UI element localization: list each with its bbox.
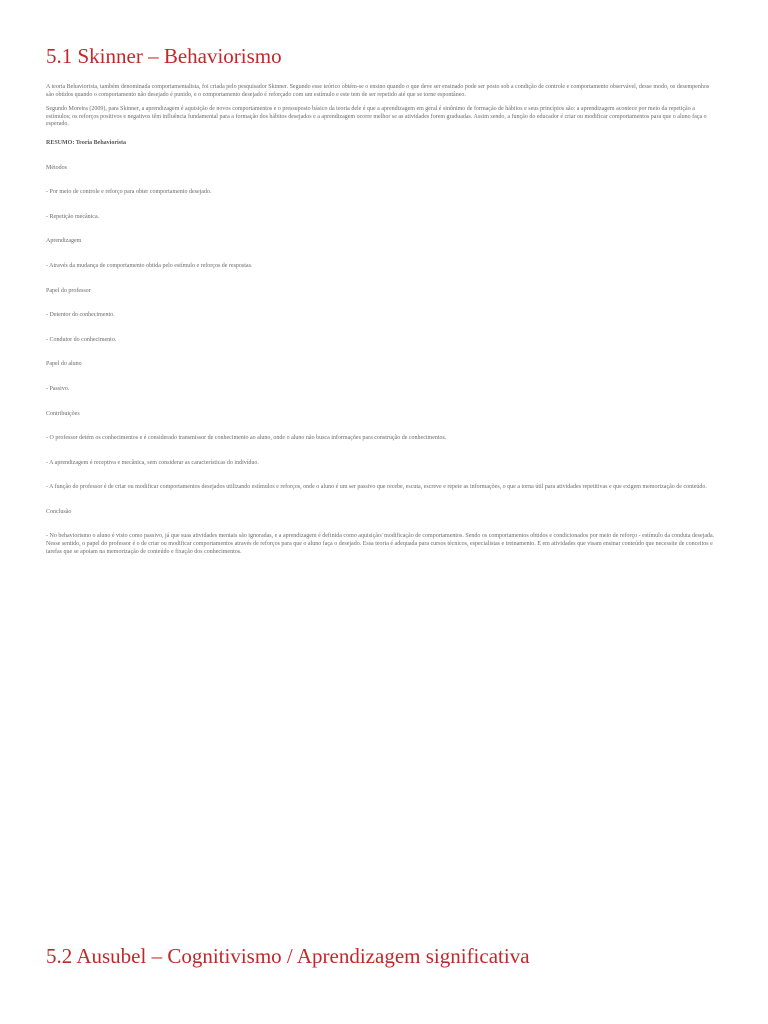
label-metodos: Métodos: [46, 164, 67, 171]
label-contribuicoes: Contribuições: [46, 410, 80, 417]
list-item: - No behaviorismo o aluno é visto como passivo, já que suas atividades mentais são ignoradas, e a aprendizagem é definida como aquisição/ modificação de comportamentos. Sendo os comportamentos obtidos e condicionados por meio de reforço - estímulo da conduta desejada. Nesse sentido, o papel do professor é o de criar ou modificar comportamentos através de reforços para que o aluno faça o desejado. Essa teoria é adequada para cursos técnicos, especialistas e treinamento. E em atividades que visam ensinar conteúdo que necessite de conceitos e tarefas que se apoiam na memorização de conteúdo e fixação dos conhecimentos.: [46, 533, 715, 555]
list-item: - Repetição mecânica.: [46, 213, 100, 220]
paragraph-intro: A teoria Behaviorista, também denominada comportamentalista, foi criada pelo pesquisador Skinner. Segundo esse teórico obtém-se o ensino quando o que deve ser ensinado pode ser posto sob a condição de controle e comportamento observável, desse modo, os desempenhos são obtidos quando o comportamento não desejado é punido, e o comportamento desejado é reforçado com um estímulo e este tem de ser repetido até que se torne espontâneo.: [46, 84, 710, 98]
label-aprendizagem: Aprendizagem: [46, 238, 82, 245]
section-title: 5.2 Ausubel – Cognitivismo / Aprendizagem significativa: [46, 944, 530, 968]
list-item: - Passivo.: [46, 385, 70, 392]
section-title: 5.1 Skinner – Behaviorismo: [46, 44, 282, 68]
list-item: - Condutor do conhecimento.: [46, 336, 117, 343]
label-papel-aluno: Papel do aluno: [46, 361, 82, 368]
list-item: - A aprendizagem é receptiva e mecânica, sem considerar as características do indivíduo.: [46, 459, 259, 466]
list-item: - A função do professor é de criar ou modificar comportamentos desejados utilizando estímulos e reforços, onde o aluno é um ser passivo que recebe, escuta, escreve e repete as informações, o que a torna útil para atividades repetitivas e que exigem memorização de conteúdo.: [46, 484, 707, 491]
list-item: - Através da mudança de comportamento obtida pelo estímulo e reforços de respostas.: [46, 262, 253, 269]
resumo-heading: RESUMO: Teoria Behaviorista: [46, 139, 127, 146]
resumo-line: [46, 140, 718, 148]
list-item: - Por meio de controle e reforço para obter comportamento desejado.: [46, 189, 212, 196]
label-conclusao: Conclusão: [46, 508, 72, 515]
paragraph-moreira: Segundo Moreira (2009), para Skinner, a aprendizagem é aquisição de novos comportamentos e o pressuposto básico da teoria dele é que a aprendizagem em geral é sinônimo de formação de hábitos e seus princípios são: a aprendizagem acontece por meio da repetição a estímulos; os reforços positivos e negativos têm influência fundamental para a formação dos hábitos desejados e a aprendizagem ocorre melhor se as atividades forem graduadas. Assim sendo, a função do educador é criar ou modificar comportamentos para que o aluno faça o esperado.: [46, 106, 707, 128]
list-item: - Detentor do conhecimento.: [46, 312, 115, 319]
label-papel-professor: Papel do professor: [46, 287, 91, 294]
section-body: [46, 84, 718, 556]
list-item: - O professor detém os conhecimentos e é considerado transmissor de conhecimento ao aluno, onde o aluno não busca informações para construção de conhecimentos.: [46, 435, 447, 442]
